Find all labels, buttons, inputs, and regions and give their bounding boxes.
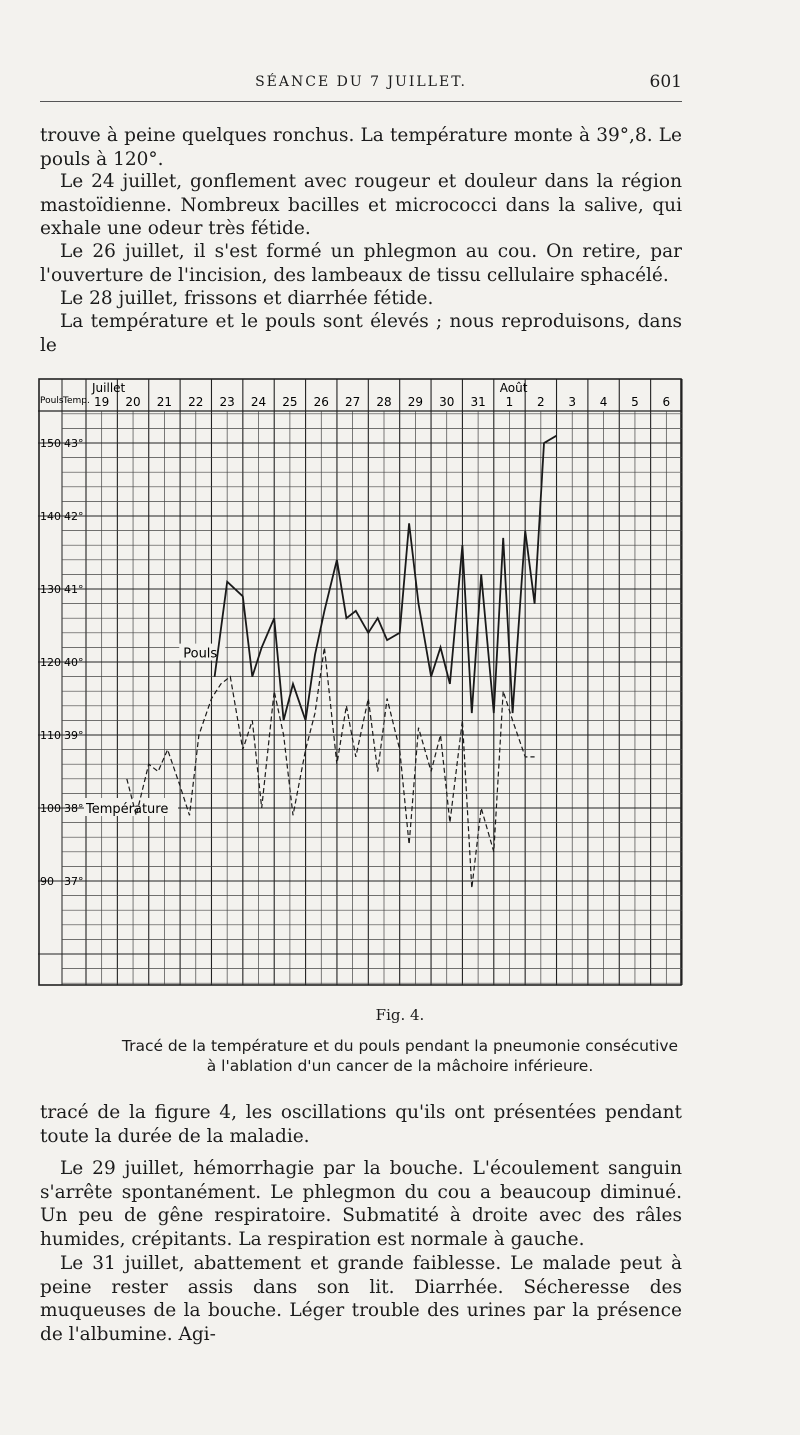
paragraph: Le 31 juillet, abattement et grande faiblesse. Le malade peut à peine rester assis dans son lit. Diarrhée. Sécheresse des muqueuses de la bouche. Léger trouble des urines par la présence de l'albumine. Agi-: [40, 1253, 682, 1345]
day-label: 28: [376, 395, 392, 409]
pulse-tick-label: 130: [40, 583, 61, 596]
pulse-tick-label: 100: [40, 802, 61, 815]
day-label: 19: [94, 395, 110, 409]
month-label: Juillet: [92, 381, 126, 395]
temp-tick-label: 41°: [64, 583, 84, 596]
paragraph: Le 26 juillet, il s'est formé un phlegmon au cou. On retire, par l'ouverture de l'incision, des lambeaux de tissu cellulaire sphacélé.: [40, 241, 682, 286]
day-label: 3: [568, 395, 577, 409]
pulse-tick-label: 140: [40, 510, 61, 523]
running-head: SÉANCE DU 7 JUILLET.: [255, 74, 467, 90]
pulse-tick-label: 150: [40, 437, 61, 450]
temp-tick-label: 38°: [64, 802, 84, 815]
day-label: 27: [344, 395, 361, 409]
caption-line: Tracé de la température et du pouls pendant la pneumonie consécutive: [121, 1037, 679, 1055]
paragraph: trouve à peine quelques ronchus. La température monte à 39°,8. Le pouls à 120°.: [40, 125, 682, 170]
temp-tick-label: 42°: [64, 510, 84, 523]
temperature-series-label: Température: [86, 802, 169, 817]
paragraph: La température et le pouls sont élevés ; nous reproduisons, dans le: [40, 311, 682, 356]
temp-tick-label: 37°: [64, 875, 84, 888]
day-label: 29: [407, 395, 424, 409]
day-label: 26: [313, 395, 329, 409]
day-label: 24: [250, 395, 267, 409]
chart-frame: [39, 379, 681, 985]
day-label: 22: [188, 395, 204, 409]
pulse-series-line: [215, 436, 557, 721]
caption-line: à l'ablation d'un cancer de la mâchoire inférieure.: [206, 1057, 594, 1075]
day-label: 5: [631, 395, 639, 409]
day-label: 1: [505, 395, 514, 409]
day-label: 2: [537, 395, 545, 409]
month-label: Août: [499, 381, 528, 395]
page-header: [40, 74, 682, 98]
day-label: 23: [219, 395, 235, 409]
header-pouls: Pouls: [40, 396, 64, 406]
paragraph: Le 24 juillet, gonflement avec rougeur et douleur dans la région mastoïdienne. Nombreux bacilles et micrococci dans la salive, qui exhale une odeur très fétide.: [40, 171, 682, 239]
temp-tick-label: 43°: [64, 437, 84, 450]
temperature-pulse-chart: [38, 373, 684, 993]
header-temp: Temp.: [63, 396, 90, 406]
paragraph: tracé de la figure 4, les oscillations qu'ils ont présentées pendant toute la durée de la maladie.: [40, 1102, 682, 1147]
day-label: 21: [156, 395, 173, 409]
paragraph: Le 28 juillet, frissons et diarrhée fétide.: [60, 288, 434, 309]
page-number: 601: [649, 72, 682, 92]
day-label: 25: [282, 395, 298, 409]
day-label: 6: [662, 395, 671, 409]
pouls-series-label: Pouls: [183, 646, 218, 662]
temp-tick-label: 39°: [64, 729, 84, 742]
day-label: 4: [599, 395, 608, 409]
pulse-tick-label: 110: [40, 729, 61, 742]
day-label: 20: [125, 395, 141, 409]
day-label: 31: [470, 395, 486, 409]
figure-label: Fig. 4.: [375, 1006, 425, 1024]
day-label: 30: [439, 395, 455, 409]
pulse-tick-label: 90: [40, 875, 54, 888]
header-rule: [40, 101, 682, 102]
paragraph: Le 29 juillet, hémorrhagie par la bouche. L'écoulement sanguin s'arrête spontanément. Le phlegmon du cou a beaucoup diminué. Un peu de gêne respiratoire. Submatité à droite avec des râles humides, crépitants. La respiration est normale à gauche.: [40, 1158, 682, 1250]
pulse-tick-label: 120: [40, 656, 61, 669]
figure-caption: [40, 1036, 760, 1076]
temp-tick-label: 40°: [64, 656, 84, 669]
